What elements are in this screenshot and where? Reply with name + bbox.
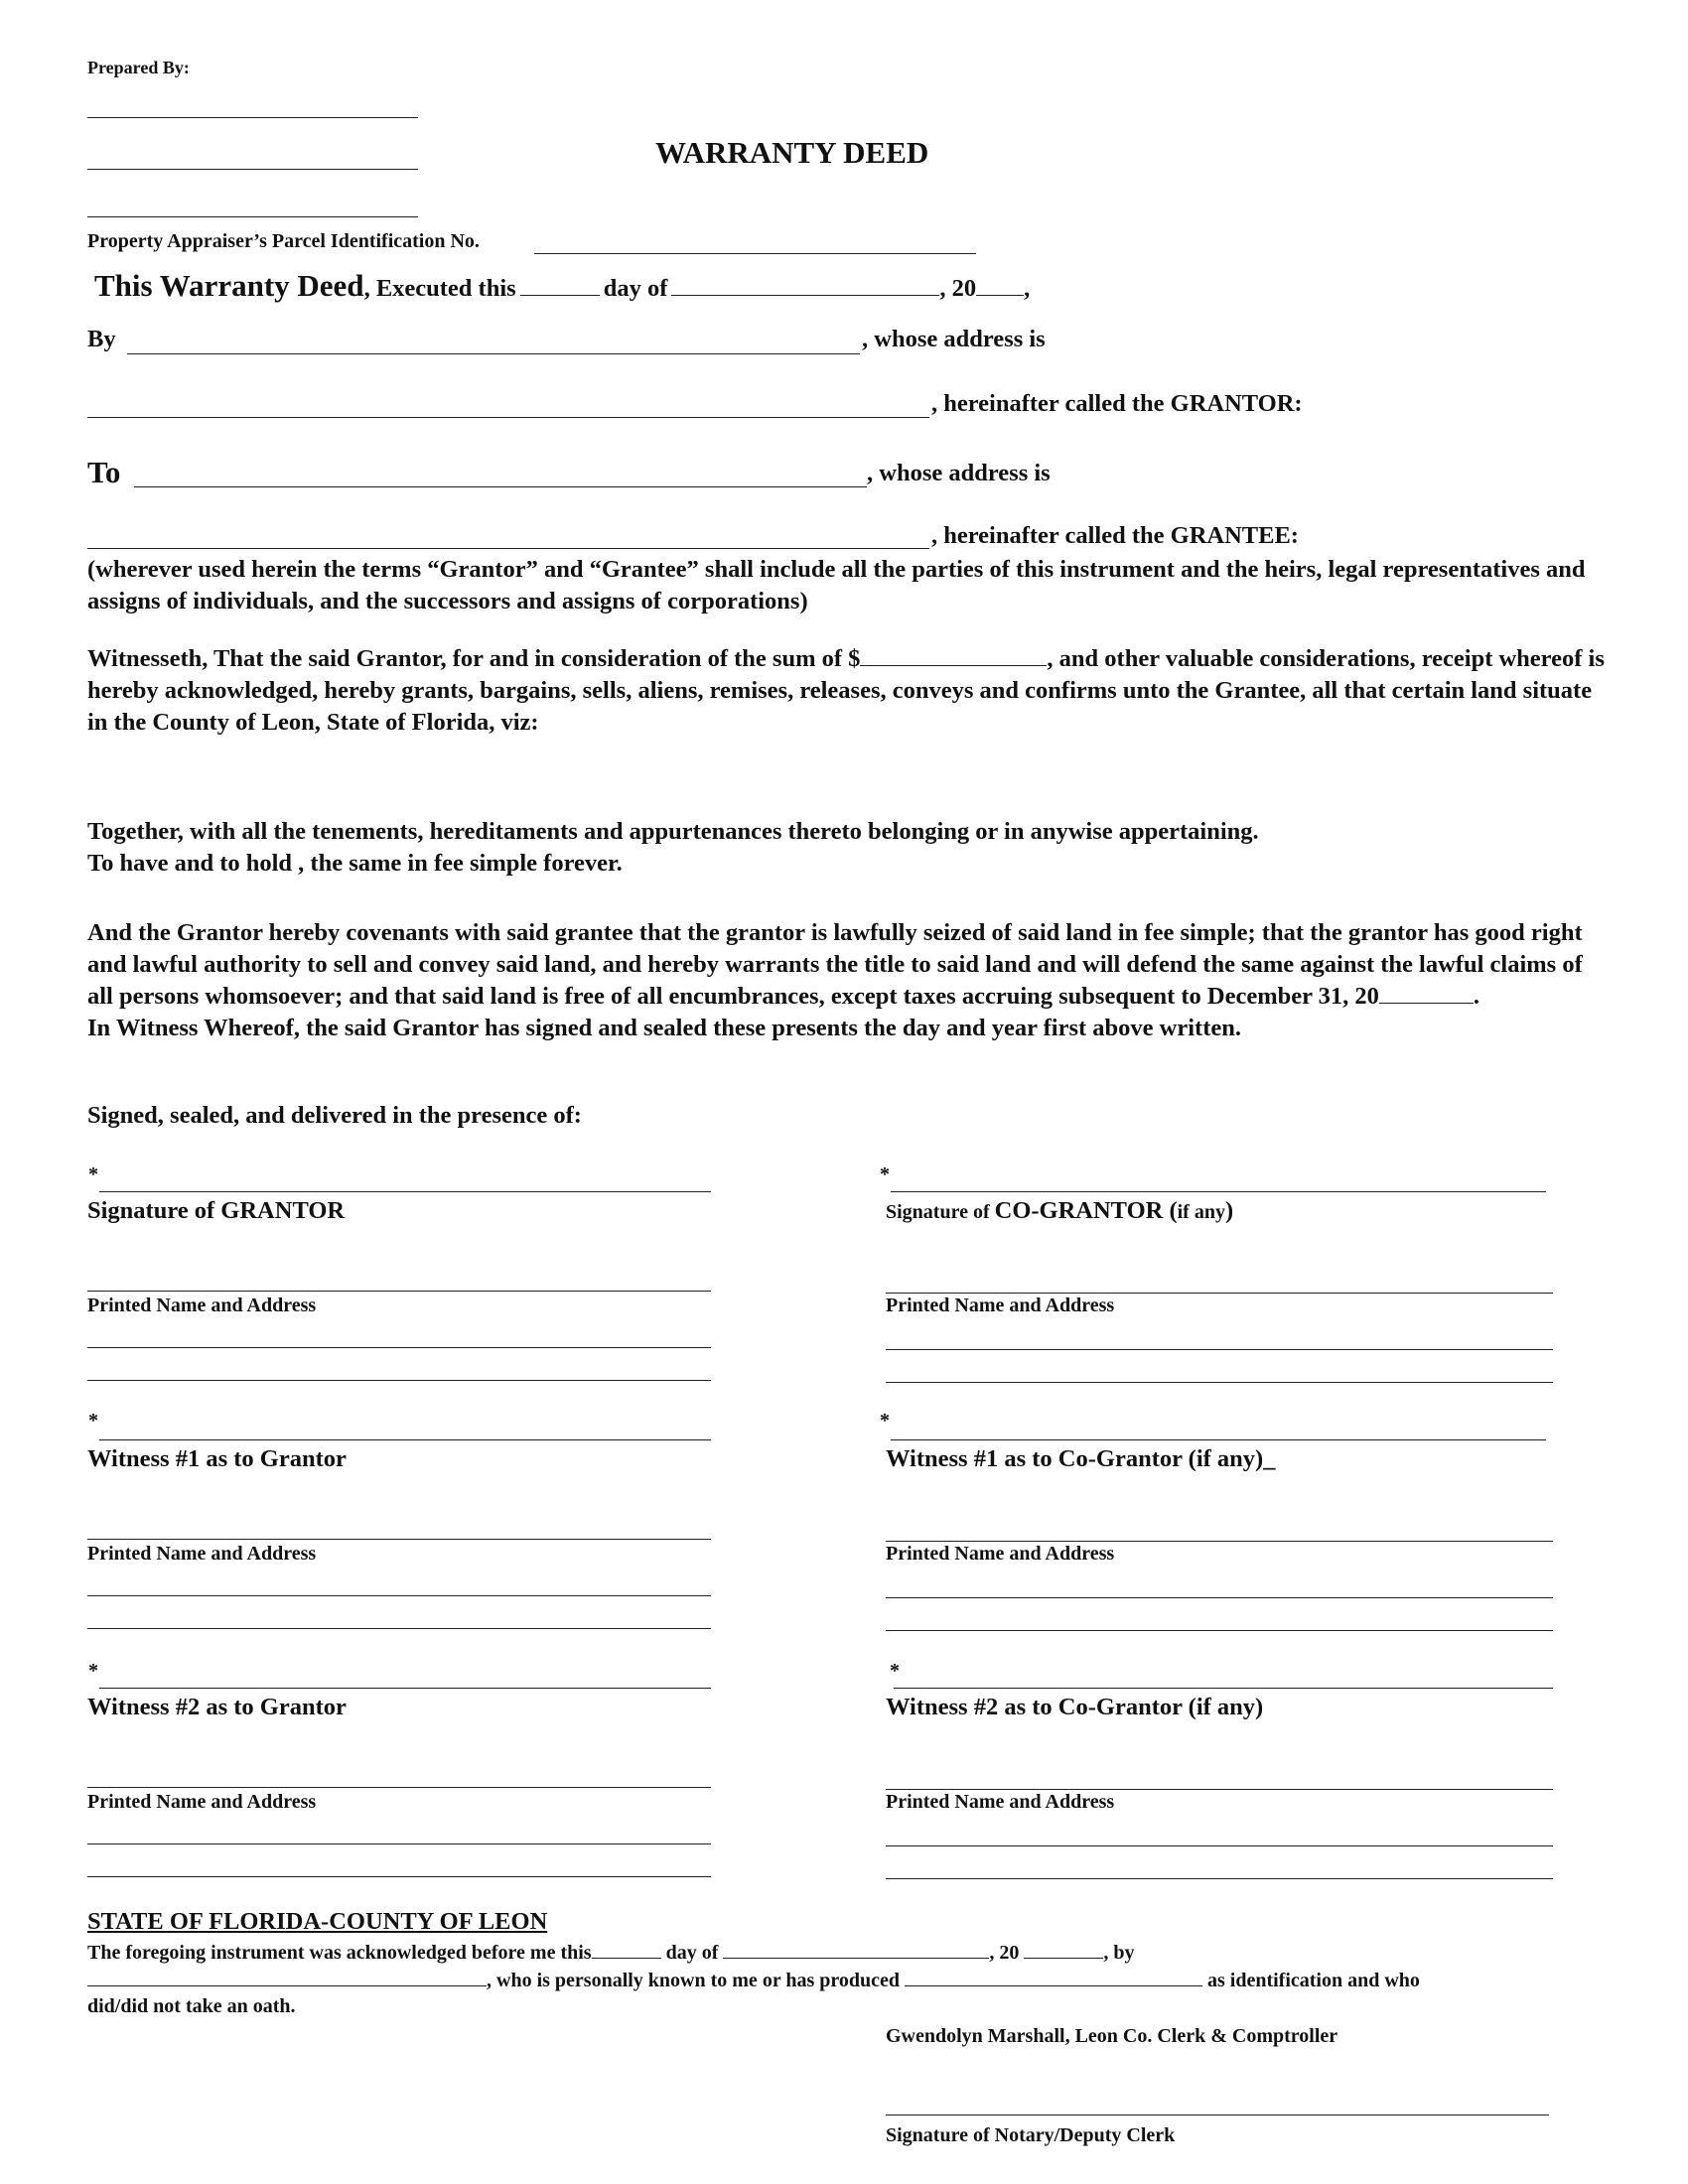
cograntor-sig-part-c: if any (1177, 1201, 1225, 1223)
witness1-grantor-printed-name-field[interactable] (87, 1539, 711, 1540)
grantee-to-label: To (87, 455, 121, 489)
execution-month-field[interactable] (671, 273, 939, 296)
grantor-address-field[interactable] (87, 417, 929, 418)
witness1-cograntor-printed-name-field[interactable] (886, 1541, 1553, 1542)
execution-lead: This Warranty Deed (94, 268, 364, 303)
execution-year-prefix: , 20 (939, 275, 977, 302)
cograntor-sig-part-d: ) (1224, 1197, 1234, 1224)
execution-line (94, 268, 1030, 304)
witness2-grantor-signature-field[interactable] (99, 1688, 711, 1689)
cograntor-sig-asterisk: * (880, 1163, 890, 1185)
notary-line1-c: , 20 (989, 1942, 1020, 1964)
witness2-grantor-asterisk: * (88, 1660, 98, 1682)
covenant-line (87, 917, 1607, 1013)
consideration-amount-field[interactable] (860, 643, 1047, 666)
witness1-grantor-printed-name-label: Printed Name and Address (87, 1543, 317, 1565)
grantor-called: , hereinafter called the GRANTOR: (931, 390, 1303, 417)
definition-paragraph: (wherever used herein the terms “Grantor” and “Grantee” shall include all the parties of this instrument and the heirs, legal representatives and assigns of individuals, and the successors and assigns of corporations) (87, 556, 1586, 614)
witness1-grantor-label: Witness #1 as to Grantor (87, 1445, 347, 1472)
notary-line1-b: day of (665, 1942, 719, 1964)
witness1-grantor-asterisk: * (88, 1410, 98, 1432)
witness1-grantor-address-line-2[interactable] (87, 1628, 711, 1629)
notary-signature-label: Signature of Notary/Deputy Clerk (886, 2124, 1176, 2146)
notary-line-3: did/did not take an oath. (87, 1995, 296, 2017)
covenant-text-end: . (1473, 983, 1480, 1010)
grantee-whose-address: , whose address is (867, 460, 1051, 486)
notary-line2-a: , who is personally known to me or has produced (487, 1970, 900, 1991)
execution-executed: , Executed this (363, 275, 516, 302)
prepared-by-label: Prepared By: (87, 58, 190, 77)
notary-line1-d: , by (1103, 1942, 1135, 1964)
notary-line1-a: The foregoing instrument was acknowledged before me this (87, 1942, 592, 1964)
grantor-by-label: By (87, 326, 116, 352)
cograntor-printed-name-label: Printed Name and Address (886, 1295, 1115, 1316)
witness2-grantor-address-line-2[interactable] (87, 1876, 711, 1877)
witnesseth-text-a: Witnesseth, That the said Grantor, for and in consideration of the sum of $ (87, 645, 861, 672)
execution-year-field[interactable] (976, 273, 1024, 296)
prepared-by-line-2[interactable] (87, 169, 418, 170)
covenant-year-field[interactable] (1379, 981, 1474, 1004)
cograntor-sig-part-b: CO-GRANTOR ( (994, 1197, 1178, 1224)
notary-day-field[interactable] (592, 1940, 661, 1959)
parcel-id-label: Property Appraiser’s Parcel Identification No. (87, 230, 480, 252)
covenant-text: And the Grantor hereby covenants with said grantee that the grantor is lawfully seized of said land in fee simple; that the grantor has good right and lawful authority to sell and convey said land, and hereby warrants the title to said land and will defend the same against the lawful claims of all persons whomsoever; and that said land is free of all encumbrances, except taxes accruing subsequent to December 31, 20 (87, 919, 1583, 1010)
cograntor-address-line-2[interactable] (886, 1382, 1553, 1383)
witnesseth-paragraph (87, 643, 1607, 739)
witness1-cograntor-printed-name-label: Printed Name and Address (886, 1543, 1115, 1565)
witness1-cograntor-asterisk: * (880, 1410, 890, 1432)
witness1-grantor-signature-field[interactable] (99, 1439, 711, 1440)
cograntor-printed-name-field[interactable] (886, 1293, 1553, 1294)
witness2-cograntor-address-line-2[interactable] (886, 1878, 1553, 1879)
in-witness-line: In Witness Whereof, the said Grantor has signed and sealed these presents the day and year first above written. (87, 1015, 1241, 1041)
parcel-id-field[interactable] (534, 253, 976, 254)
signed-sealed-line: Signed, sealed, and delivered in the presence of: (87, 1102, 582, 1129)
together-paragraph (87, 816, 1607, 880)
execution-year-suffix: , (1024, 275, 1031, 302)
witness1-grantor-address-line-1[interactable] (87, 1595, 711, 1596)
grantor-signature-label: Signature of GRANTOR (87, 1197, 346, 1224)
notary-line-2 (87, 1968, 1420, 1992)
together-line: Together, with all the tenements, hereditaments and appurtenances thereto belonging or in anywise appertaining. (87, 818, 1259, 845)
grantor-sig-asterisk: * (88, 1163, 98, 1185)
witness2-cograntor-label: Witness #2 as to Co-Grantor (if any) (886, 1694, 1264, 1720)
grantor-printed-name-label: Printed Name and Address (87, 1295, 317, 1316)
grantee-called: , hereinafter called the GRANTEE: (931, 522, 1299, 549)
witness2-cograntor-signature-field[interactable] (894, 1688, 1553, 1689)
grantor-name-field[interactable] (127, 353, 860, 354)
witness2-cograntor-printed-name-field[interactable] (886, 1789, 1553, 1790)
cograntor-signature-field[interactable] (891, 1191, 1546, 1192)
grantor-whose-address: , whose address is (862, 326, 1046, 352)
witnesseth-text-b: , and other valuable considerations, receipt whereof is hereby acknowledged, hereby grants, bargains, sells, aliens, remises, releases, conveys and confirms unto the Grantee, all that certain land situate in the County of Leon, State of Florida, viz: (87, 645, 1605, 736)
witness2-grantor-label: Witness #2 as to Grantor (87, 1694, 347, 1720)
document-title: WARRANTY DEED (655, 135, 929, 170)
notary-signature-field[interactable] (886, 2115, 1549, 2116)
witness2-grantor-printed-name-label: Printed Name and Address (87, 1791, 317, 1813)
execution-day-field[interactable] (520, 273, 600, 296)
notary-name-field[interactable] (87, 1968, 487, 1986)
cograntor-signature-label (886, 1197, 1233, 1225)
witness1-cograntor-address-line-1[interactable] (886, 1597, 1553, 1598)
grantee-address-field[interactable] (87, 548, 929, 549)
witness1-cograntor-signature-field[interactable] (891, 1439, 1546, 1440)
grantor-address-line-2[interactable] (87, 1380, 711, 1381)
cograntor-sig-part-a: Signature of (886, 1201, 995, 1223)
execution-day-of: day of (603, 275, 668, 302)
notary-identification-field[interactable] (905, 1968, 1202, 1986)
cograntor-address-line-1[interactable] (886, 1349, 1553, 1350)
witness1-cograntor-label: Witness #1 as to Co-Grantor (if any)_ (886, 1445, 1276, 1472)
witness2-cograntor-asterisk: * (890, 1660, 900, 1682)
prepared-by-line-3[interactable] (87, 216, 418, 217)
witness2-cograntor-address-line-1[interactable] (886, 1845, 1553, 1846)
grantee-name-field[interactable] (134, 486, 867, 487)
notary-line2-b: as identification and who (1207, 1970, 1420, 1991)
to-have-line: To have and to hold , the same in fee simple forever. (87, 850, 623, 877)
witness2-grantor-printed-name-field[interactable] (87, 1787, 711, 1788)
notary-heading: STATE OF FLORIDA-COUNTY OF LEON (87, 1908, 548, 1935)
grantor-address-line-1[interactable] (87, 1347, 711, 1348)
clerk-name: Gwendolyn Marshall, Leon Co. Clerk & Comptroller (886, 2025, 1338, 2047)
prepared-by-line-1[interactable] (87, 117, 418, 118)
grantor-signature-field[interactable] (99, 1191, 711, 1192)
notary-line-1 (87, 1940, 1135, 1965)
grantor-printed-name-field[interactable] (87, 1291, 711, 1292)
notary-month-field[interactable] (723, 1940, 989, 1959)
witness1-cograntor-address-line-2[interactable] (886, 1630, 1553, 1631)
notary-year-field[interactable] (1024, 1940, 1103, 1959)
witness2-cograntor-printed-name-label: Printed Name and Address (886, 1791, 1115, 1813)
covenant-paragraph (87, 917, 1607, 1044)
witness2-grantor-address-line-1[interactable] (87, 1843, 711, 1844)
